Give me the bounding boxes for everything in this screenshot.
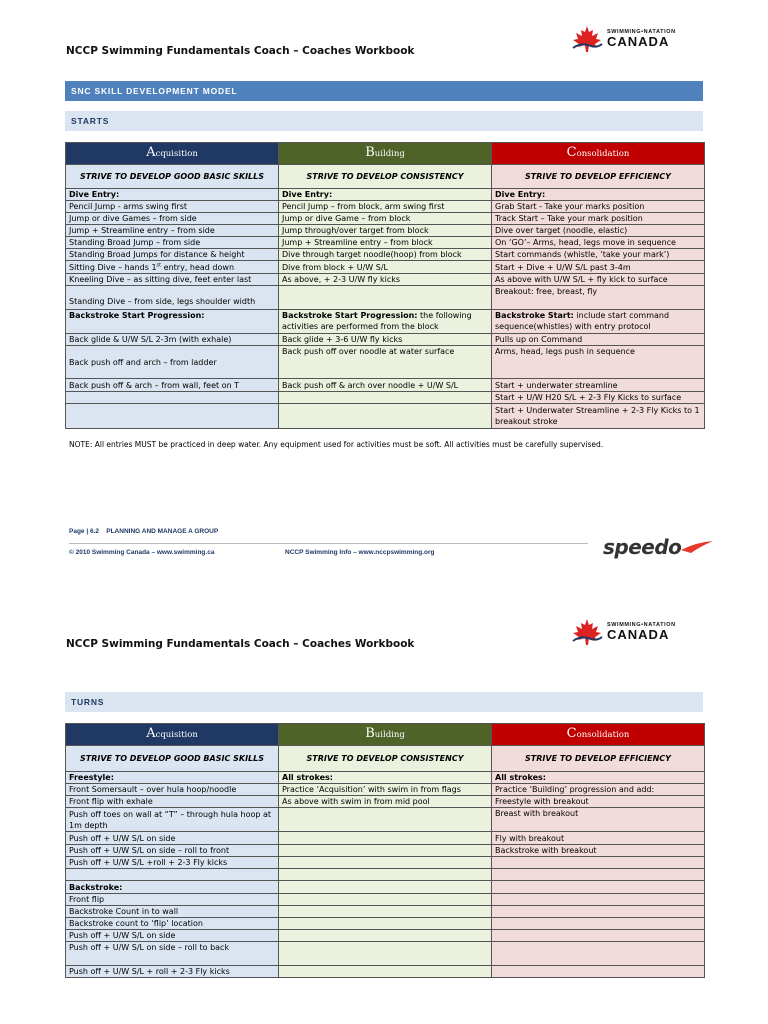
cell: Dive through target noodle(hoop) from block [279, 249, 492, 261]
strive-building: STRIVE TO DEVELOP CONSISTENCY [279, 165, 492, 189]
cell: Track Start – Take your mark position [492, 213, 705, 225]
cell [492, 930, 705, 942]
header-building: Building [279, 724, 492, 746]
model-bar: SNC SKILL DEVELOPMENT MODEL [65, 81, 703, 101]
logo-wordmark: CANADA [607, 627, 670, 643]
header-building: Building [279, 143, 492, 165]
cell [492, 894, 705, 906]
cell: On ‘GO’– Arms, head, legs move in sequence [492, 237, 705, 249]
cell: Front flip [66, 894, 279, 906]
cell: Dive from block + U/W S/L [279, 261, 492, 274]
table-row [66, 845, 705, 857]
cell-label: Freestyle: [69, 773, 114, 782]
cell-label: Dive Entry: [495, 190, 546, 199]
swimming-canada-logo-2 [571, 617, 676, 647]
cell [279, 966, 492, 978]
cell: Start commands (whistle, ‘take your mark’) [492, 249, 705, 261]
table-row [66, 237, 705, 249]
header-consolidation: Consolidation [492, 143, 705, 165]
table-row [66, 930, 705, 942]
table-row [66, 249, 705, 261]
table-row [66, 310, 705, 334]
cell [279, 906, 492, 918]
cell [492, 918, 705, 930]
cell: Back push off & arch over noodle + U/W S/L [279, 379, 492, 392]
cell: Practice ‘Acquisition’ with swim in from flags [279, 784, 492, 796]
cell: Freestyle with breakout [492, 796, 705, 808]
cell: Standing Broad Jump – from side [66, 237, 279, 249]
cell: Push off + U/W S/L + roll + 2-3 Fly kicks [66, 966, 279, 978]
strive-acquisition: STRIVE TO DEVELOP GOOD BASIC SKILLS [66, 746, 279, 772]
cell: Pulls up on Command [492, 334, 705, 346]
cell-label: All strokes: [495, 773, 546, 782]
cell-label: Dive Entry: [69, 190, 120, 199]
maple-leaf-icon [571, 617, 603, 647]
swimming-canada-logo [571, 24, 676, 54]
table-row [66, 832, 705, 845]
cell: Start + underwater streamline [492, 379, 705, 392]
table-row [66, 966, 705, 978]
cell: Pencil Jump – from block, arm swing first [279, 201, 492, 213]
footer-page-label: Page | 6.2 PLANNING AND MANAGE A GROUP [69, 528, 219, 535]
starts-table [65, 142, 705, 429]
cell [279, 869, 492, 881]
cell: Backstroke Start Progression: [66, 310, 279, 334]
cell: Standing Dive – from side, legs shoulder width [66, 286, 279, 310]
table-row [66, 189, 705, 201]
cell: Backstroke count to ‘flip’ location [66, 918, 279, 930]
cell: Jump through/over target from block [279, 225, 492, 237]
table-row [66, 379, 705, 392]
cell-label: All strokes: [282, 773, 333, 782]
cell: Push off + U/W S/L on side – roll to front [66, 845, 279, 857]
cell: Push off + U/W S/L on side [66, 832, 279, 845]
cell [66, 404, 279, 429]
table-row [66, 772, 705, 784]
table-header-row [66, 143, 705, 165]
cell [492, 906, 705, 918]
table-row [66, 334, 705, 346]
cell: Back push off over noodle at water surface [279, 346, 492, 379]
cell [279, 942, 492, 966]
cell [279, 286, 492, 310]
header-acquisition: Acquisition [66, 724, 279, 746]
cell: Front flip with exhale [66, 796, 279, 808]
cell: Back glide + 3-6 U/W fly kicks [279, 334, 492, 346]
table-row [66, 346, 705, 379]
cell [279, 881, 492, 894]
cell: Backstroke with breakout [492, 845, 705, 857]
document-title-2: NCCP Swimming Fundamentals Coach – Coaches Workbook [66, 638, 415, 650]
cell: Grab Start - Take your marks position [492, 201, 705, 213]
speedo-logo [603, 535, 713, 559]
cell: Sitting Dive – hands 1st entry, head down [66, 261, 279, 274]
cell: Fly with breakout [492, 832, 705, 845]
cell [279, 857, 492, 869]
table-row [66, 213, 705, 225]
cell [66, 869, 279, 881]
cell: Front Somersault – over hula hoop/noodle [66, 784, 279, 796]
cell [279, 832, 492, 845]
cell: As above with swim in from mid pool [279, 796, 492, 808]
table-row [66, 225, 705, 237]
cell [279, 392, 492, 404]
header-acquisition: Acquisition [66, 143, 279, 165]
cell [279, 930, 492, 942]
table-row [66, 796, 705, 808]
speedo-boomerang-icon [681, 540, 713, 554]
cell [66, 392, 279, 404]
table-header-row [66, 724, 705, 746]
footer-info-link[interactable]: NCCP Swimming Info – www.nccpswimming.org [285, 549, 435, 556]
maple-leaf-icon [571, 24, 603, 54]
table-row [66, 286, 705, 310]
table-row [66, 261, 705, 274]
table-row [66, 201, 705, 213]
cell: Start + U/W H20 S/L + 2-3 Fly Kicks to surface [492, 392, 705, 404]
cell: Back push off and arch – from ladder [66, 346, 279, 379]
strive-acquisition: STRIVE TO DEVELOP GOOD BASIC SKILLS [66, 165, 279, 189]
cell: Backstroke Start: include start command sequence(whistles) with entry protocol [492, 310, 705, 334]
strive-row [66, 746, 705, 772]
cell: Push off + U/W S/L on side – roll to back [66, 942, 279, 966]
strive-building: STRIVE TO DEVELOP CONSISTENCY [279, 746, 492, 772]
section-bar-turns: TURNS [65, 692, 703, 712]
table-row [66, 808, 705, 832]
cell: As above, + 2-3 U/W fly kicks [279, 274, 492, 286]
cell: Practice ‘Building’ progression and add: [492, 784, 705, 796]
cell: Push off + U/W S/L on side [66, 930, 279, 942]
cell [279, 845, 492, 857]
cell [279, 918, 492, 930]
cell: Jump or dive Games – from side [66, 213, 279, 225]
cell: Jump or dive Game – from block [279, 213, 492, 225]
cell [279, 894, 492, 906]
table-row [66, 894, 705, 906]
cell [492, 869, 705, 881]
table-row [66, 918, 705, 930]
table-row [66, 857, 705, 869]
footer-copyright: © 2010 Swimming Canada – www.swimming.ca [69, 549, 215, 556]
table-row [66, 906, 705, 918]
safety-note: NOTE: All entries MUST be practiced in deep water. Any equipment used for activities must be soft. All activities must be carefully supervised. [69, 440, 604, 449]
cell: Standing Broad Jumps for distance & height [66, 249, 279, 261]
cell [492, 857, 705, 869]
cell-label: Backstroke: [69, 882, 123, 892]
footer-divider [69, 543, 588, 544]
cell: Breakout: free, breast, fly [492, 286, 705, 310]
strive-consolidation: STRIVE TO DEVELOP EFFICIENCY [492, 165, 705, 189]
cell: Back glide & U/W S/L 2-3m (with exhale) [66, 334, 279, 346]
cell: Dive over target (noodle, elastic) [492, 225, 705, 237]
table-row [66, 784, 705, 796]
cell: Backstroke Count in to wall [66, 906, 279, 918]
cell-label: Dive Entry: [282, 190, 333, 199]
cell: Start + Underwater Streamline + 2-3 Fly Kicks to 1 breakout stroke [492, 404, 705, 429]
table-row [66, 881, 705, 894]
cell [492, 966, 705, 978]
cell [492, 942, 705, 966]
section-bar-starts: STARTS [65, 111, 703, 131]
document-title: NCCP Swimming Fundamentals Coach – Coaches Workbook [66, 45, 415, 57]
cell: Breast with breakout [492, 808, 705, 832]
strive-consolidation: STRIVE TO DEVELOP EFFICIENCY [492, 746, 705, 772]
cell [492, 881, 705, 894]
table-row [66, 404, 705, 429]
header-consolidation: Consolidation [492, 724, 705, 746]
cell: Jump + Streamline entry – from block [279, 237, 492, 249]
cell: Backstroke Start Progression: the following activities are performed from the block [279, 310, 492, 334]
logo-wordmark: CANADA [607, 34, 670, 50]
table-row [66, 869, 705, 881]
table-row [66, 942, 705, 966]
cell: Kneeling Dive – as sitting dive, feet enter last [66, 274, 279, 286]
cell: Push off toes on wall at “T” – through hula hoop at 1m depth [66, 808, 279, 832]
cell: As above with U/W S/L + fly kick to surface [492, 274, 705, 286]
cell: Arms, head, legs push in sequence [492, 346, 705, 379]
turns-table [65, 723, 705, 978]
cell: Jump + Streamline entry – from side [66, 225, 279, 237]
cell: Push off + U/W S/L +roll + 2-3 Fly kicks [66, 857, 279, 869]
cell: Start + Dive + U/W S/L past 3-4m [492, 261, 705, 274]
table-row [66, 392, 705, 404]
cell [279, 808, 492, 832]
logo-tagline: SWIMMING•NATATION [607, 28, 676, 35]
table-row [66, 274, 705, 286]
cell [279, 404, 492, 429]
cell: Back push off & arch – from wall, feet on T [66, 379, 279, 392]
speedo-wordmark: speedo [603, 535, 682, 559]
strive-row [66, 165, 705, 189]
cell: Pencil Jump - arms swing first [66, 201, 279, 213]
logo-tagline: SWIMMING•NATATION [607, 621, 676, 628]
